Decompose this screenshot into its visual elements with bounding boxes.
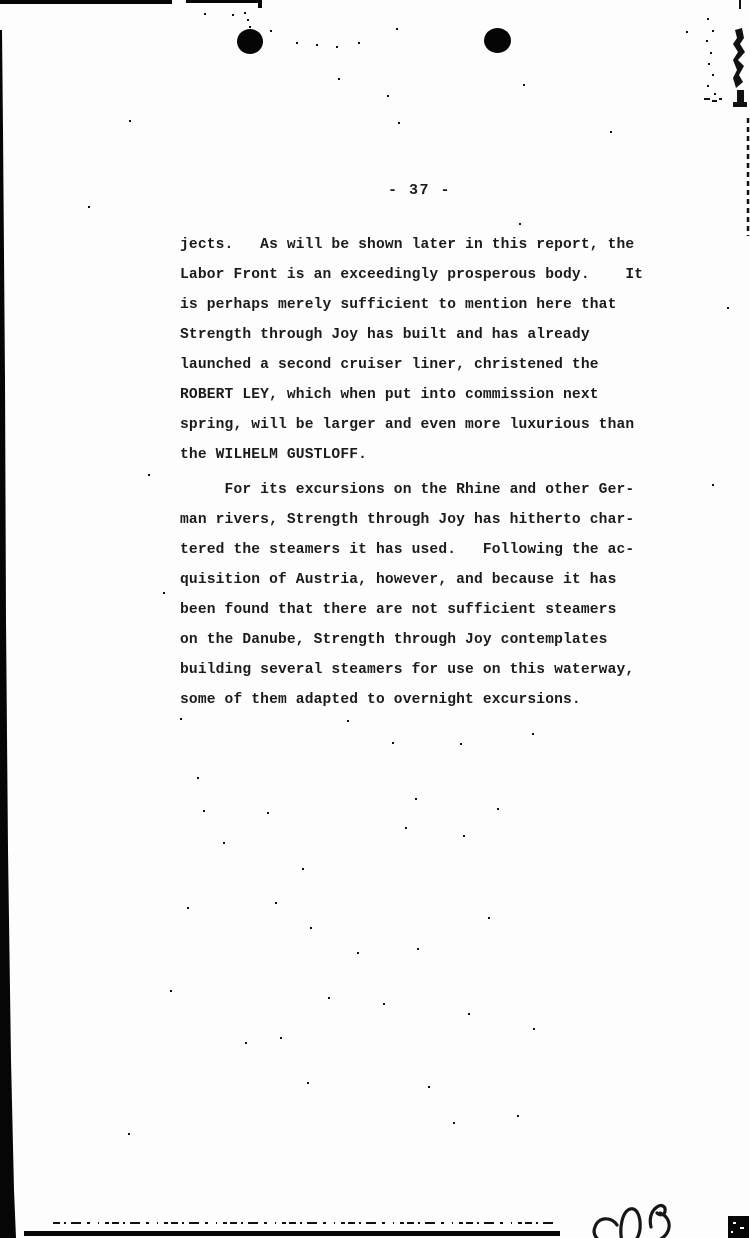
bottom-edge-lines	[24, 1223, 560, 1236]
text-line: is perhaps merely sufficient to mention here that	[180, 297, 617, 313]
text-line: Labor Front is an exceedingly prosperous body. It	[180, 267, 644, 283]
text-line: launched a second cruiser liner, christened the	[180, 357, 599, 373]
handwritten-code	[594, 1206, 669, 1238]
left-binding-bar	[0, 30, 16, 1238]
text-line: Strength through Joy has built and has already	[180, 327, 590, 343]
scan-noise-specks	[0, 0, 2, 2]
text-line: the WILHELM GUSTLOFF.	[180, 447, 368, 463]
corner-stamp	[728, 1216, 749, 1238]
top-edge-line	[0, 0, 262, 8]
text-line: quisition of Austria, however, and because it has	[180, 572, 617, 588]
paragraph	[180, 475, 660, 715]
text-line: For its excursions on the Rhine and other Ger-	[180, 482, 635, 498]
text-line: building several steamers for use on this waterway,	[180, 662, 635, 678]
text-line: some of them adapted to overnight excursions.	[180, 692, 581, 708]
text-block	[180, 230, 660, 715]
text-line: on the Danube, Strength through Joy contemplates	[180, 632, 608, 648]
text-line: man rivers, Strength through Joy has hitherto char-	[180, 512, 635, 528]
page-number: - 37 -	[388, 182, 452, 199]
text-line: tered the steamers it has used. Following the ac-	[180, 542, 635, 558]
text-line: jects. As will be shown later in this report, the	[180, 237, 635, 253]
bottom-solid-line	[24, 1231, 560, 1236]
hole-punch-right	[484, 28, 511, 53]
text-line: been found that there are not sufficient steamers	[180, 602, 617, 618]
paragraph	[180, 230, 660, 470]
hole-punch-left	[237, 29, 263, 54]
right-edge-noise	[704, 0, 748, 236]
text-line: ROBERT LEY, which when put into commission next	[180, 387, 599, 403]
text-line: spring, will be larger and even more luxurious than	[180, 417, 635, 433]
